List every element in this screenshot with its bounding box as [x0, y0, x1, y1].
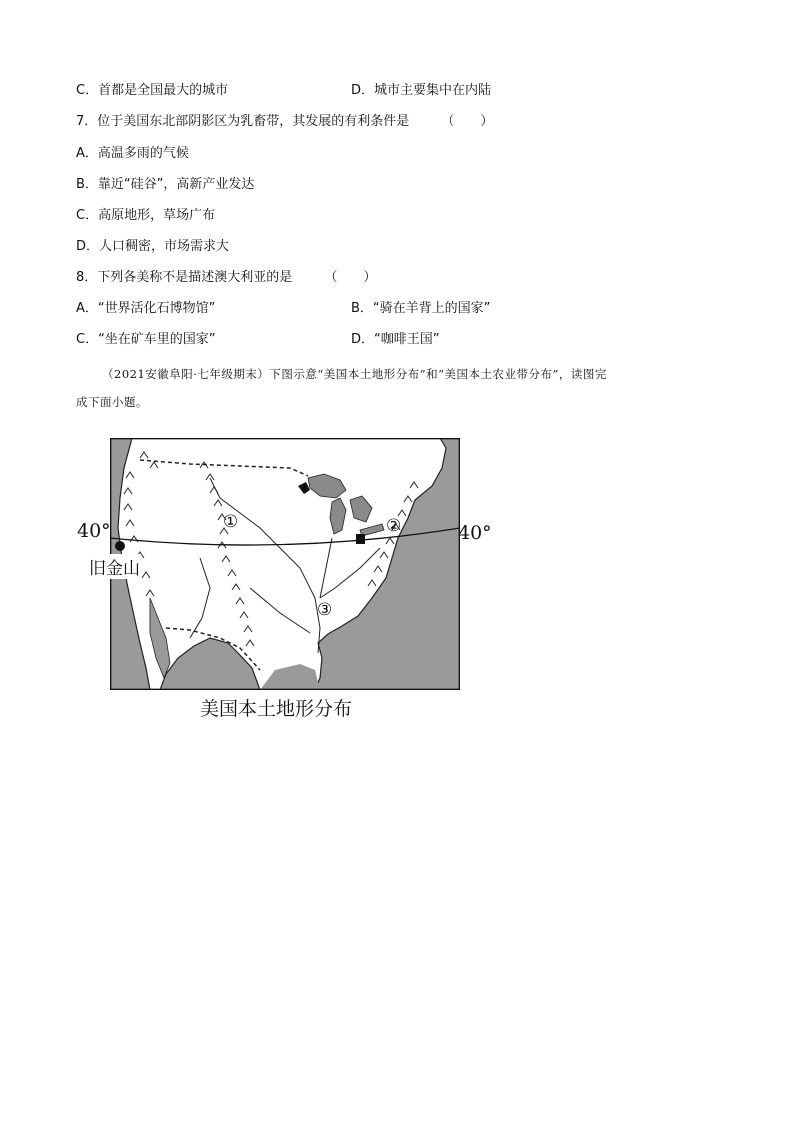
san-francisco-dot — [115, 541, 125, 551]
q8-answer-paren: （ ） — [324, 270, 377, 285]
q7-option-b: B．靠近“硅谷”，高新产业发达 — [76, 177, 255, 192]
q6-option-d: D．城市主要集中在内陆 — [351, 83, 492, 98]
q7-stem-text: 7．位于美国东北部阴影区为乳畜带，其发展的有利条件是 — [76, 114, 410, 129]
map-marker-2: ② — [386, 516, 402, 536]
intro-line-1: （2021安徽阜阳·七年级期末）下图示意“美国本土地形分布”和“美国本土农业带分布”，读图完 — [102, 367, 607, 381]
q7-option-a: A．高温多雨的气候 — [76, 146, 189, 161]
latitude-label-right: 40° — [458, 522, 492, 544]
dairy-belt-marker — [356, 534, 365, 544]
san-francisco-label: 旧金山 — [88, 554, 141, 579]
q7-answer-paren: （ ） — [441, 114, 494, 129]
map-marker-3: ③ — [317, 600, 333, 620]
q8-stem-text: 8．下列各美称不是描述澳大利亚的是 — [76, 270, 293, 285]
us-terrain-map — [110, 438, 460, 690]
q6-option-c: C．首都是全国最大的城市 — [76, 83, 229, 98]
q7-option-c: C．高原地形，草场广布 — [76, 208, 216, 223]
q7-option-d: D．人口稠密，市场需求大 — [76, 239, 230, 254]
q7-stem — [76, 112, 493, 132]
q8-stem — [76, 268, 376, 288]
q8-option-a: A．“世界活化石博物馆” — [76, 301, 216, 316]
intro-line-2: 成下面小题。 — [76, 395, 148, 409]
q8-option-d: D．“咖啡王国” — [351, 332, 440, 347]
q8-option-b: B．“骑在羊背上的国家” — [351, 301, 491, 316]
map-marker-1: ① — [223, 512, 239, 532]
us-terrain-map-svg — [110, 438, 460, 690]
latitude-label-left: 40° — [77, 520, 111, 542]
q8-option-c: C．“坐在矿车里的国家” — [76, 332, 216, 347]
question-group-intro — [76, 360, 726, 416]
map-title: 美国本土地形分布 — [200, 698, 353, 720]
